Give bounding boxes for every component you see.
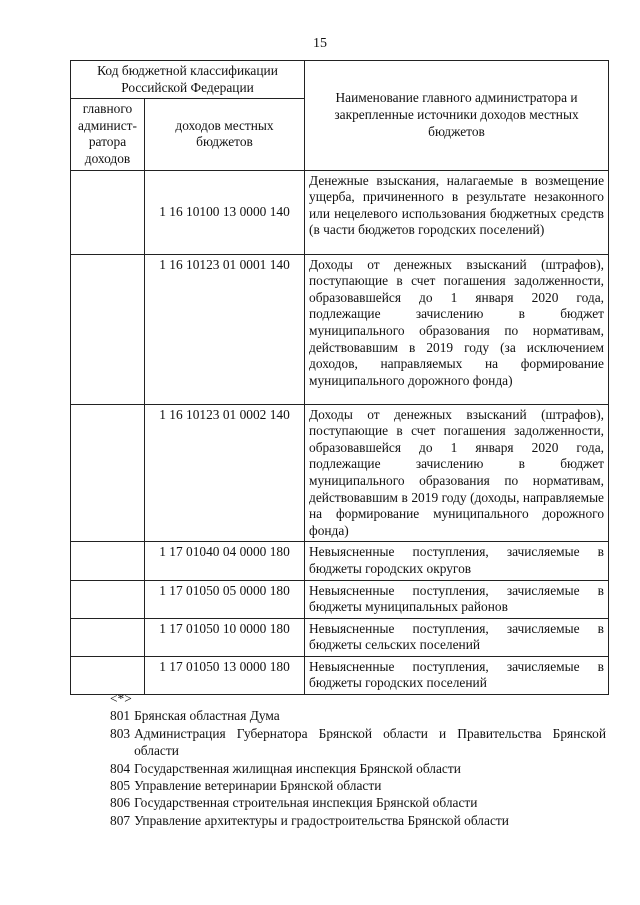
cell-income-name: Невыясненные поступления, зачисляемые в бюджеты сельских поселений bbox=[305, 618, 609, 656]
budget-classification-table bbox=[70, 60, 609, 695]
page-number: 15 bbox=[313, 36, 327, 51]
footnote-code: 804 bbox=[110, 760, 131, 776]
header-administrator-name: Наименование главного администратора и закрепленные источники доходов местных бюджетов bbox=[305, 61, 609, 171]
footnote-marker: <*> bbox=[110, 691, 132, 706]
footnote-item bbox=[110, 794, 606, 811]
header-main-administrator: главного админист-ратора доходов bbox=[71, 99, 145, 170]
table-row bbox=[71, 618, 609, 656]
cell-income-name: Невыясненные поступления, зачисляемые в бюджеты городских округов bbox=[305, 542, 609, 580]
cell-income-name: Доходы от денежных взысканий (штрафов), поступающие в счет погашения задолженности, образовавшейся до 1 января 2020 года, подлежащие зачислению в бюджет муниципального образования по нормативам, действовавшим в 2019 году (доходы, направляемые на формирование муниципального дорожного фонда) bbox=[305, 404, 609, 542]
cell-admin-code bbox=[71, 542, 145, 580]
footnote-item bbox=[110, 725, 606, 760]
cell-income-name: Доходы от денежных взысканий (штрафов), поступающие в счет погашения задолженности, образовавшейся до 1 января 2020 года, подлежащие зачислению в бюджет муниципального образования по нормативам, действовавшим в 2019 году (за исключением доходов, направляемых на формирование муниципального дорожного фонда) bbox=[305, 254, 609, 404]
footnote-text: Брянская областная Дума bbox=[134, 708, 280, 724]
cell-admin-code bbox=[71, 170, 145, 254]
footnote-item bbox=[110, 812, 606, 829]
cell-admin-code bbox=[71, 404, 145, 542]
cell-income-code: 1 16 10123 01 0001 140 bbox=[145, 254, 305, 404]
table-row bbox=[71, 170, 609, 254]
footnote-code: 801 bbox=[110, 708, 131, 724]
footnote-item bbox=[110, 777, 606, 794]
footnote-code: 803 bbox=[110, 725, 131, 741]
footnote-code: 807 bbox=[110, 812, 131, 828]
cell-income-name: Невыясненные поступления, зачисляемые в бюджеты муниципальных районов bbox=[305, 580, 609, 618]
cell-admin-code bbox=[71, 580, 145, 618]
table-row bbox=[71, 254, 609, 404]
cell-admin-code bbox=[71, 618, 145, 656]
footnote-text: Администрация Губернатора Брянской области и Правительства Брянской области bbox=[134, 725, 606, 759]
cell-income-code: 1 17 01050 05 0000 180 bbox=[145, 580, 305, 618]
table-row bbox=[71, 580, 609, 618]
footnote-text: Государственная жилищная инспекция Брянской области bbox=[134, 760, 461, 776]
cell-income-code: 1 17 01050 13 0000 180 bbox=[145, 656, 305, 694]
cell-admin-code bbox=[71, 656, 145, 694]
footnote-code: 806 bbox=[110, 795, 131, 811]
cell-income-code: 1 17 01040 04 0000 180 bbox=[145, 542, 305, 580]
table-row bbox=[71, 404, 609, 542]
cell-income-code: 1 16 10100 13 0000 140 bbox=[145, 170, 305, 254]
cell-income-name: Денежные взыскания, налагаемые в возмещение ущерба, причиненного в результате незаконного или нецелевого использования бюджетных средств (в части бюджетов городских поселений) bbox=[305, 170, 609, 254]
cell-income-code: 1 16 10123 01 0002 140 bbox=[145, 404, 305, 542]
table-body bbox=[71, 170, 609, 695]
footnote-text: Управление ветеринарии Брянской области bbox=[134, 778, 382, 794]
table-row bbox=[71, 542, 609, 580]
footnote-text: Управление архитектуры и градостроительства Брянской области bbox=[134, 812, 509, 828]
footnote-code: 805 bbox=[110, 778, 131, 794]
footnote-item bbox=[110, 707, 606, 724]
footnote-list bbox=[110, 707, 606, 829]
footnote-text: Государственная строительная инспекция Брянской области bbox=[134, 795, 478, 811]
table-row bbox=[71, 656, 609, 694]
cell-income-name: Невыясненные поступления, зачисляемые в бюджеты городских поселений bbox=[305, 656, 609, 694]
header-classification-code: Код бюджетной классификации Российской Федерации bbox=[71, 61, 305, 99]
footnote-item bbox=[110, 760, 606, 777]
footnotes bbox=[110, 690, 606, 829]
header-local-income: доходов местных бюджетов bbox=[145, 99, 305, 170]
cell-income-code: 1 17 01050 10 0000 180 bbox=[145, 618, 305, 656]
cell-admin-code bbox=[71, 254, 145, 404]
